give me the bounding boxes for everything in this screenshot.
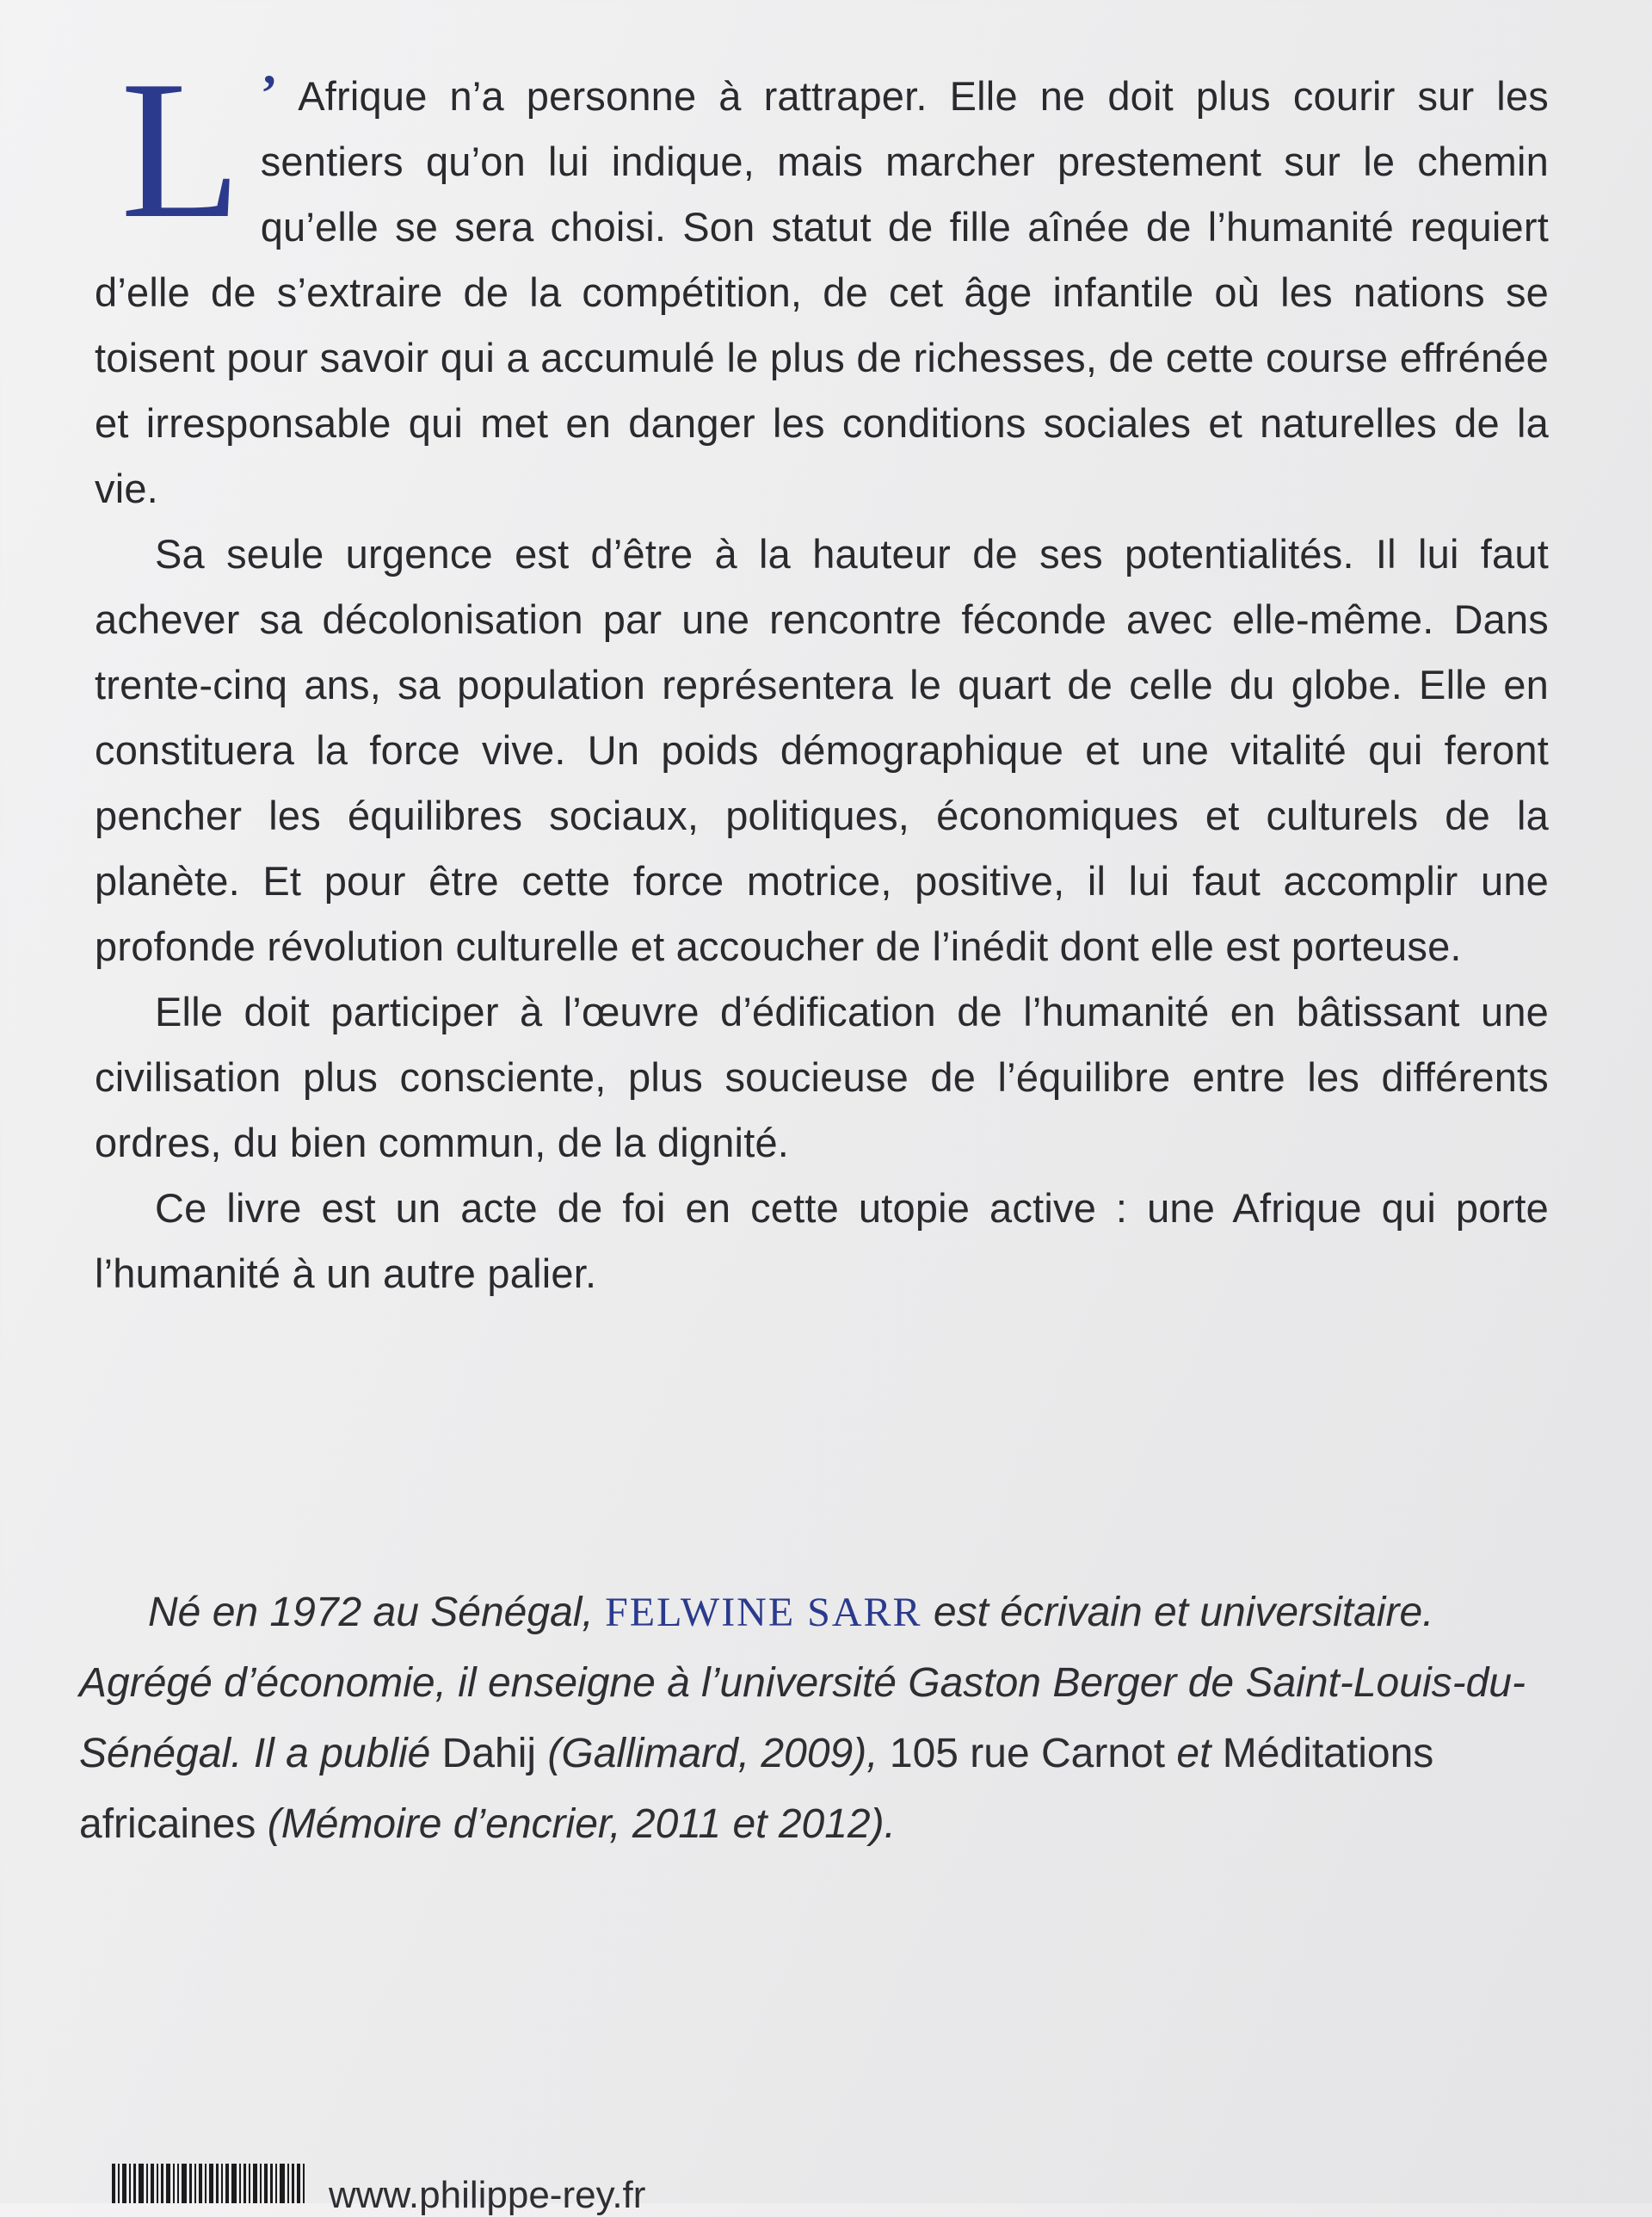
publisher-website: www.philippe-rey.fr [329,2174,646,2216]
barcode-icon [112,2164,305,2203]
footer [112,2160,646,2216]
bio-publisher-2: (Mémoire d’encrier, 2011 et 2012). [267,1801,896,1847]
book-title-dahij: Dahij [441,1731,537,1776]
blurb-paragraph-3: Elle doit participer à l’œuvre d’édification de l’humanité en bâtissant une civilisation plus consciente, plus soucieuse de l’équilibre entre les différents ordres, du bien commun, de la dignité. [95,989,1549,1165]
blurb-paragraph-1-text: Afrique n’a personne à rattraper. Elle ne doit plus courir sur les sentiers qu’on lui indique, mais marcher prestement sur le chemin qu’elle se sera choisi. Son statut de fille aînée de l’humanité requiert d’elle de s’extraire de la compétition, de cet âge infantile où les nations se toisent pour savoir qui a accumulé le plus de richesses, de cette course effrénée et irresponsable qui met en danger les conditions sociales et naturelles de la vie. [95,73,1549,511]
bio-career-text: est écrivain et universitaire. Agrégé d’économie, il enseigne à l’université Gaston Berger de Saint-Louis-du-Sénégal. Il a publié [79,1590,1526,1776]
blurb-paragraph-1 [95,40,1549,522]
author-name: FELWINE SARR [605,1590,922,1635]
bio-publisher-1: (Gallimard, 2009), [547,1731,878,1776]
author-bio [79,1578,1576,1860]
bio-conjunction: et [1176,1731,1211,1776]
drop-cap-letter: L [120,40,242,259]
blurb-paragraph-4: Ce livre est un acte de foi en cette utopie active : une Afrique qui porte l’humanité à un autre palier. [95,1185,1549,1296]
blurb-paragraph-2: Sa seule urgence est d’être à la hauteur de ses potentialités. Il lui faut achever sa décolonisation par une rencontre féconde avec elle-même. Dans trente-cinq ans, sa population représentera le quart de celle du globe. Elle en constituera la force vive. Un poids démographique et une vitalité qui feront pencher les équilibres sociaux, politiques, économiques et culturels de la planète. Et pour être cette force motrice, positive, il lui faut accomplir une profonde révolution culturelle et accoucher de l’inédit dont elle est porteuse. [95,531,1549,969]
book-title-meditations: Méditations africaines [79,1731,1434,1847]
drop-cap-apostrophe: ’ [260,65,278,121]
bio-birth-text: Né en 1972 au Sénégal, [148,1590,594,1635]
book-title-105-rue-carnot: 105 rue Carnot [889,1731,1166,1776]
blurb-text [95,40,1549,1306]
